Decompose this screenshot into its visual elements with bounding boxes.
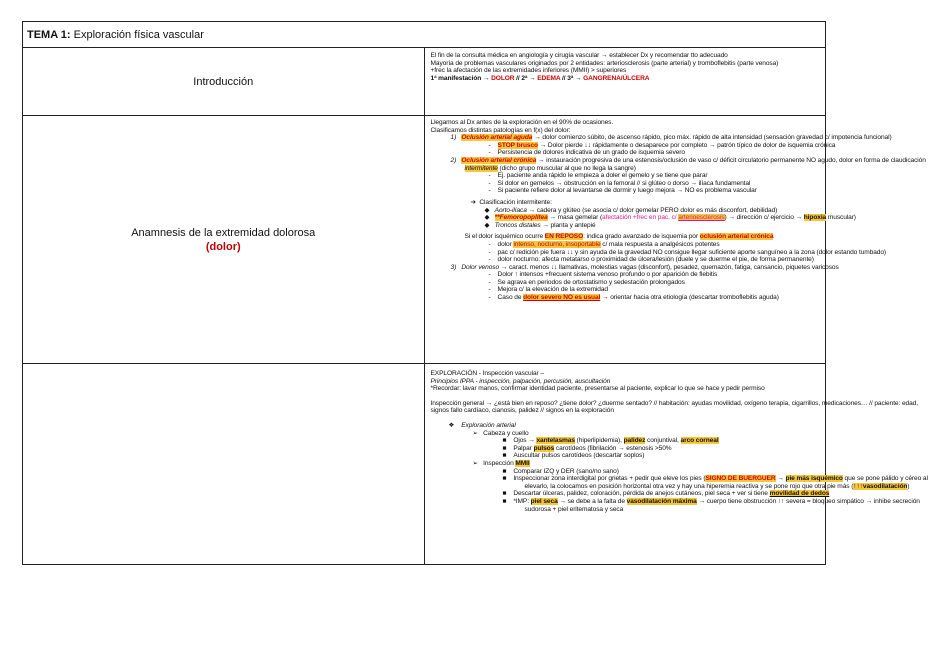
list-item: ■ *IMP: piel seca → se debe a la falta de vasodilatación máxima → cuerpo tiene obstrucción ↑↑ severa = bloqueo simpático → inhibe secreción — [502, 497, 920, 505]
list-item: - pac c/ redición pie fuera ↓↓ y sin ayuda de la gravedad NO consigue llegar suficiente aporte sanguíneo a la zona (dolor estando tumbado) — [488, 248, 887, 256]
text-run: Clasificación intermitente: — [479, 198, 552, 206]
text-line: Inspección general → ¿está bien en reposo? ¿tiene dolor? ¿duerme sentado? // habitación: ayudas movilidad, oxígeno terapia, cigarrillos, medicaciones… // paciente: edad, — [430, 399, 918, 407]
text-run: → cadera y glúteo (se asocia c/ dolor gemelar PERO dolor es más disconfort, debilidad) — [526, 206, 778, 214]
highlight: arco corneal — [680, 437, 719, 445]
document-title — [23, 22, 826, 48]
text-run: Persistencia de dolores indicativa de un grado de isquemia severo — [497, 149, 685, 157]
list-item: - Si dolor en gemelos → obstrucción en la femoral // si glúteo o dorso → ilíaca fundamental — [488, 179, 751, 187]
text-line: signos fallo cardíaco, cianosis, palidez // signos en la exploración — [430, 407, 614, 415]
anamnesis-label — [23, 116, 425, 364]
text-line: Clasificamos distintas patologías en f(x) del dolor: — [430, 126, 571, 134]
text-run: // 3ª → — [560, 74, 584, 82]
highlight: xantelasmas — [536, 437, 575, 445]
text-run: Si el dolor isquémico ocurre — [464, 233, 545, 241]
list-item: ■ Auscultar pulsos carotídeos (descartar soplos) — [502, 452, 645, 460]
text-run: carotídeos (fibrilación → estenosis >50% — [554, 444, 672, 452]
highlight: vasodilatación máxima — [626, 497, 697, 505]
highlight: pie más isquémico — [785, 475, 843, 483]
text-run: // 2ª → — [514, 74, 538, 82]
document-page — [22, 21, 928, 565]
text-run: Si dolor en gemelos → obstrucción en la femoral // si glúteo o dorso → ilíaca fundamental — [497, 179, 751, 187]
text-line: EXPLORACIÓN - Inspección vascular – — [430, 370, 544, 377]
text-line — [431, 233, 822, 241]
list-item: ◆ Aorto-ilíaca → cadera y glúteo (se asocia c/ dolor gemelar PERO dolor es más disconfort, debilidad) — [484, 206, 778, 214]
highlight: MMII — [515, 459, 530, 467]
highlight: **Femoropoplítea — [494, 214, 548, 222]
text-run: Dolor ↑ intensos +frecuent sistema venoso profundo o por aparición de flebitis — [497, 271, 718, 279]
list-item: ◆ Troncos distales → planta y antepié — [484, 221, 596, 229]
text-run: Ojos → — [513, 437, 537, 445]
text-run: Caso de — [497, 294, 524, 302]
highlight: SIGNO DE BUERGUER — [705, 475, 776, 483]
list-number: 2) — [450, 156, 457, 164]
text-run: ) → dirección c/ ejercicio → — [724, 214, 804, 222]
intro-row — [23, 48, 826, 116]
highlight: dolor severo NO es usual — [523, 294, 601, 302]
text-run: → orientar hacia otra etiología (descartar tromboflebitis aguda) — [600, 294, 779, 302]
text-run: conjuntival, — [645, 437, 681, 445]
text-run: muscular) — [826, 214, 856, 222]
highlight: intermitente — [464, 164, 498, 172]
intro-content — [424, 48, 826, 116]
list-item: - Ej. paciente anda rápido le empieza a doler el gemelo y se tiene que parar — [488, 172, 708, 180]
text-run: → caract. menos ↓↓ llamativas, molestias vagas (disconfort), pesadez, quemazón, fatiga, cansancio, piquetes varicosos — [499, 263, 839, 271]
highlight: EN REPOSO — [544, 233, 584, 241]
text-run: → instauración progresiva de una estenosis/oclusión de vaso c/ déficit circulatorio permanente NO agudo, dolor en forma de claudicación — [536, 156, 926, 164]
text-run: → se debe a la falta de — [557, 497, 627, 505]
text-line: Llegamos al Dx antes de la exploración en el 90% de ocasiones. — [430, 119, 614, 126]
list-item: - STOP brusco → Dolor pierde ↓↓ rápidamente o desaparece por completo → patrón típico de dolor de isquemia crónica — [488, 141, 836, 149]
text-run: Mejora c/ la elevación de la extremidad — [497, 286, 608, 294]
text-run: elevarlo, la colocamos en posición horizontal otra vez y hay una hiperemia reactiva y se pone rojo que otra pie más ( — [524, 482, 854, 490]
text-run: → Dolor pierde ↓↓ rápidamente o desaparece por completo → patrón típico de dolor de isquemia crónica — [537, 141, 836, 149]
text-run: dolor nocturno: afecta metatarso o proximidad de úlcera/lesión (duele y se duerme el pie, de forma permanente) — [497, 256, 814, 264]
list-item: - Dolor ↑ intensos +frecuent sistema venoso profundo o por aparición de flebitis — [488, 271, 718, 279]
text-run: ) — [907, 482, 910, 490]
text-line: *Recordar: lavar manos, confirmar identidad paciente, presentarse al paciente, explicar lo que se hace y pedir permiso — [430, 385, 765, 393]
text-run: DOLOR — [491, 74, 515, 82]
title-row — [23, 22, 826, 48]
text-run: *IMP: — [513, 497, 531, 505]
text-line: Principios IPPA - inspección, palpación, percusión, auscultación — [430, 377, 611, 385]
text-line: sudorosa + piel eritematosa y seca — [524, 505, 624, 513]
text-run: Descartar úlceras, palidez, coloración, pérdida de anejos cutáneos, piel seca + ver si tiene — [513, 490, 770, 498]
text-line — [431, 482, 910, 491]
text-run: GANGRENA/ÚLCERA — [583, 74, 650, 82]
text-run: Aorto-ilíaca — [494, 206, 527, 214]
list-item: - Persistencia de dolores indicativa de un grado de isquemia severo — [488, 149, 685, 157]
list-item: ➢ Inspección MMII — [472, 459, 530, 467]
text-run: afectación +frec en pac. c/ — [602, 214, 679, 222]
highlight: Oclusión arterial crónica — [461, 156, 537, 164]
list-number: 3) — [450, 263, 457, 271]
list-item: - dolor nocturno: afecta metatarso o proximidad de úlcera/lesión (duele y se duerme el pie, de forma permanente) — [488, 256, 814, 264]
list-item: - Mejora c/ la elevación de la extremidad — [488, 286, 608, 294]
text-run: c/ mala respuesta a analgésicos potentes — [600, 240, 720, 248]
text-run: → masa gemelar ( — [547, 214, 603, 222]
text-run: Palpar — [513, 444, 534, 452]
highlight: ↑↑↑vasodilatación — [853, 482, 908, 490]
list-item: - Caso de dolor severo NO es usual → orientar hacia otra etiología (descartar tromboflebitis aguda) — [488, 294, 779, 302]
list-item: ■ Ojos → xantelasmas (hiperlipidemia), palidez conjuntival, arco corneal — [502, 437, 719, 445]
list-item: - dolor intenso, nocturno, insoportable c/ mala respuesta a analgésicos potentes — [488, 240, 720, 248]
highlight: arterioesclerosis — [678, 214, 725, 222]
list-number: 1) — [450, 134, 457, 142]
text-run: → dolor comienzo súbito, de ascenso rápido, pico máx. rápido de alta intensidad (sensación gravedad c/ impotencia funcional) — [532, 134, 892, 142]
exploracion-content — [424, 364, 928, 565]
intro-label: Introducción — [23, 48, 425, 116]
highlight: hipoxia — [803, 214, 827, 222]
list-item: - Se agrava en periodos de ortostatismo y sedestación prolongados — [488, 278, 685, 286]
text-run: : indica grado avanzado de isquemia por — [583, 233, 700, 241]
highlight: movilidad de dedos — [769, 490, 830, 498]
text-run: Dolor venoso — [461, 263, 500, 271]
highlight: pulsos — [533, 444, 555, 452]
text-run: que se pone pálido y céreo al — [842, 475, 928, 483]
text-run: Auscultar pulsos carotídeos (descartar soplos) — [513, 452, 645, 460]
title-prefix: TEMA 1: — [27, 28, 71, 41]
text-run: (dicho grupo muscular al que no llega la sangre) — [497, 164, 636, 172]
text-run: Troncos distales — [494, 221, 541, 229]
intro-line: +frec la afectación de las extremidades inferiores (MMII) > superiores — [430, 67, 627, 75]
list-item — [431, 156, 926, 165]
spacer — [431, 393, 822, 400]
text-run: Comparar IZQ y DER (sano/no sano) — [513, 467, 619, 475]
list-item: - Si paciente refiere dolor al levantarse de dormir y luego mejora → NO es problema vascular — [488, 187, 757, 195]
highlight: oclusión arterial crónica — [699, 233, 774, 241]
list-item: ➢ Cabeza y cuello — [472, 429, 529, 437]
list-item: ■ Comparar IZQ y DER (sano/no sano) — [502, 467, 619, 475]
highlight: piel seca — [530, 497, 558, 505]
anamnesis-label-text: Anamnesis de la extremidad dolorosa — [131, 226, 316, 239]
list-item: ◆ **Femoropoplítea → masa gemelar (afectación +frec en pac. c/ arterioesclerosis) → dirección c/ ejercicio → hipoxia muscular) — [484, 214, 856, 222]
highlight: STOP brusco — [497, 141, 538, 149]
text-run: Inspeccionar zona interdigital por grietas + pedir que eleve los pies ( — [513, 475, 706, 483]
highlight: palidez — [623, 437, 646, 445]
exploracion-row — [23, 364, 826, 565]
list-item: ❖ Exploración arterial — [448, 421, 516, 429]
list-item — [431, 165, 822, 173]
exploracion-label — [23, 364, 425, 565]
text-run: 1ª manifestación → — [430, 74, 492, 82]
text-run: pac c/ redición pie fuera ↓↓ y sin ayuda de la gravedad NO consigue llegar suficiente aporte sanguíneo a la zona (dolor estando tumbado) — [497, 248, 887, 256]
title-text: Exploración física vascular — [73, 28, 204, 41]
intro-line — [431, 75, 822, 83]
text-run: (hiperlipidemia), — [574, 437, 624, 445]
notes-table — [22, 21, 928, 565]
text-run: EDEMA — [537, 74, 561, 82]
anamnesis-row — [23, 116, 826, 364]
list-item: ■ Descartar úlceras, palidez, coloración, pérdida de anejos cutáneos, piel seca + ver si tiene movilidad de dedos — [502, 490, 830, 498]
list-item: ■ Palpar pulsos carotídeos (fibrilación → estenosis >50% — [502, 444, 672, 452]
intro-line: Mayoría de problemas vasculares originados por 2 entidades: arteriosclerosis (parte arterial) y tromboflebitis (parte venosa) — [430, 59, 779, 67]
text-run: → — [775, 475, 786, 483]
anamnesis-content — [424, 116, 926, 364]
text-run: Ej. paciente anda rápido le empieza a doler el gemelo y se tiene que parar — [497, 172, 708, 180]
list-item: ➔ Clasificación intermitente: — [470, 198, 552, 206]
text-run: dolor — [497, 240, 514, 248]
list-item — [431, 134, 892, 142]
spacer — [431, 415, 822, 422]
text-run: Inspección — [483, 459, 516, 467]
text-run: Si paciente refiere dolor al levantarse de dormir y luego mejora → NO es problema vascular — [497, 187, 757, 195]
intro-line: El fin de la consulta médica en angiología y cirugía vascular → establecer Dx y recomendar tto adecuado — [430, 52, 728, 59]
text-run: Exploración arterial — [461, 421, 516, 429]
highlight: intenso, nocturno, insoportable — [513, 240, 601, 248]
list-item — [431, 263, 839, 272]
text-run: → planta y antepié — [540, 221, 596, 229]
text-run: → cuerpo tiene obstrucción ↑↑ severa = bloqueo simpático → inhibe secreción — [696, 497, 920, 505]
text-run: Cabeza y cuello — [483, 429, 529, 437]
list-item: ■ Inspeccionar zona interdigital por grietas + pedir que eleve los pies (SIGNO DE BUERGUER → pie más isquémico que se pone pálido y céreo al — [502, 475, 928, 483]
highlight: Oclusión arterial aguda — [461, 134, 533, 142]
text-run: Se agrava en periodos de ortostatismo y sedestación prolongados — [497, 278, 685, 286]
anamnesis-label-red: (dolor) — [205, 240, 241, 253]
